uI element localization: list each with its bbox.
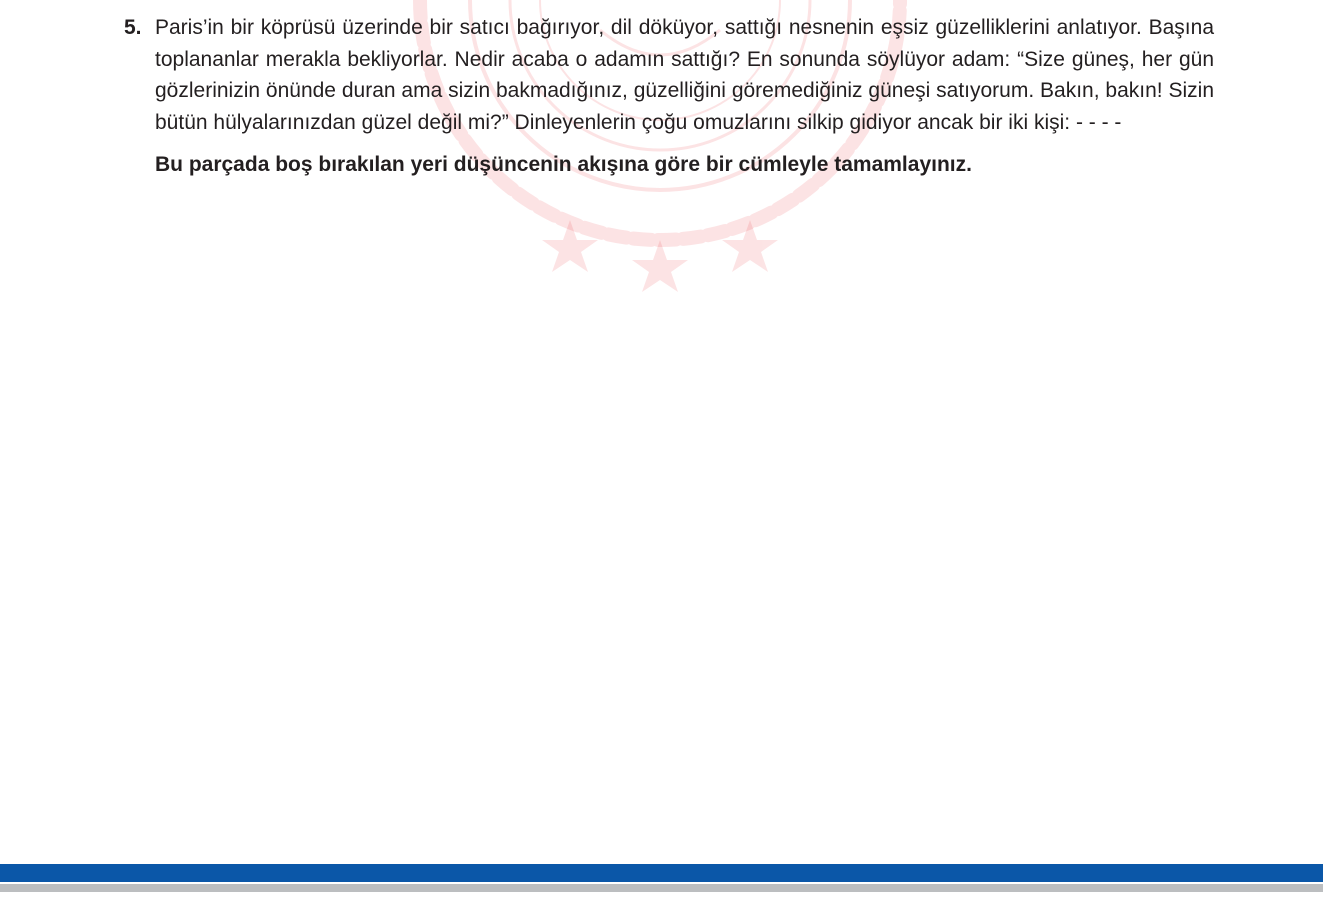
footer-blue-band [0, 864, 1323, 882]
question-5 [124, 12, 1214, 180]
footer-gray-line [0, 884, 1323, 892]
question-number: 5. [124, 16, 142, 39]
question-text: Paris’in bir köprüsü üzerinde bir satıcı bağırıyor, dil döküyor, sattığı nesnenin eşsiz güzelliklerini anlatıyor. Başına toplananlar merakla bekliyorlar. Nedir acaba o adamın sattığı? En sonunda söylüyor adam: “Size güneş, her gün gözlerinizin önünde duran ama sizin bakmadığınız, güzelliğini göremediğiniz güneşi satıyorum. Bakın, bakın! Sizin bütün hülyalarınızdan güzel değil mi?” Dinleyenlerin çoğu omuzlarını silkip gidiyor ancak bir iki kişi: - - - - [155, 16, 1214, 134]
question-instruction: Bu parçada boş bırakılan yeri düşüncenin akışına göre bir cümleyle tamamlayınız. [155, 153, 972, 176]
